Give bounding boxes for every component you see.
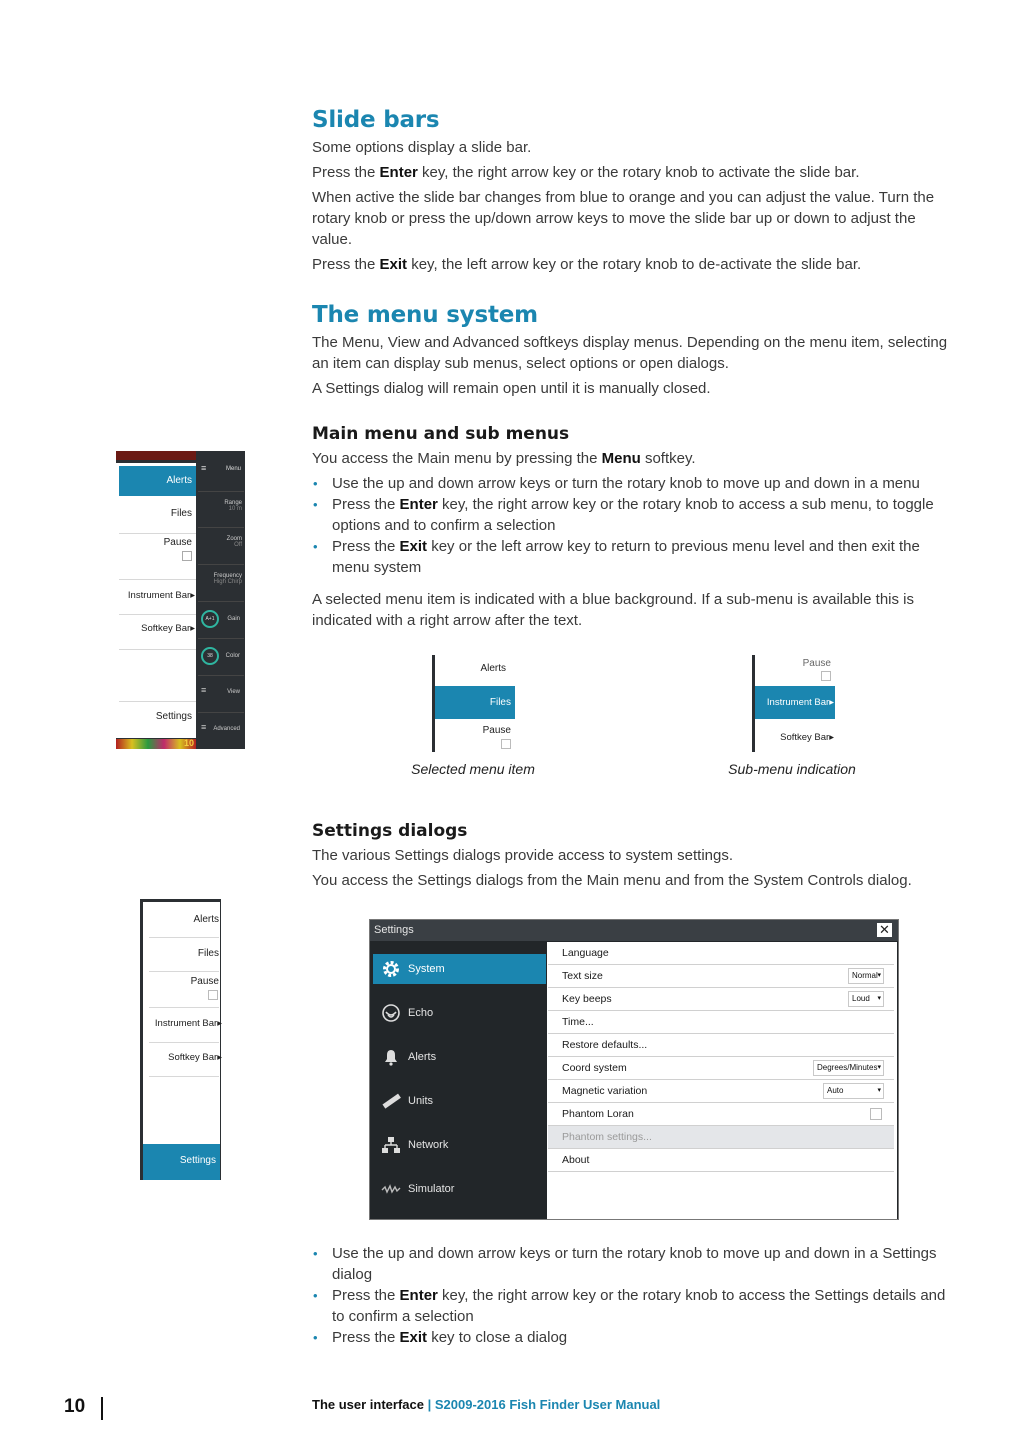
row-restore-defaults[interactable]: Restore defaults... bbox=[548, 1034, 894, 1057]
softkey-bar bbox=[196, 451, 245, 749]
softkey-zoom[interactable]: Zoom Off bbox=[198, 527, 244, 562]
menu-item-instrument-bar[interactable]: Instrument Bar▸ bbox=[119, 580, 196, 615]
pause-checkbox[interactable] bbox=[501, 739, 511, 749]
text-size-select[interactable]: Normal ▾ bbox=[848, 968, 884, 984]
slide-bars-p3: When active the slide bar changes from blue to orange and you can adjust the value. Turn the rotary knob or press the up/down arrow keys to move the slide bar up or down to adjust the value. bbox=[312, 189, 935, 248]
hamburger-icon: ≡ bbox=[201, 685, 207, 695]
nav-item-network[interactable]: Network bbox=[373, 1130, 546, 1160]
main-menu-screenshot bbox=[116, 451, 245, 749]
slide-bars-p1: Some options display a slide bar. bbox=[312, 139, 532, 156]
simulator-icon bbox=[381, 1179, 401, 1199]
row-language[interactable]: Language bbox=[548, 942, 894, 965]
nav-item-simulator[interactable]: Simulator bbox=[373, 1174, 546, 1204]
settings-dialogs-heading: Settings dialogs bbox=[312, 821, 468, 841]
gain-dial: A+1 bbox=[201, 610, 219, 628]
hamburger-icon: ≡ bbox=[201, 722, 207, 732]
row-magnetic-variation[interactable]: Magnetic variation Auto ▾ bbox=[548, 1080, 894, 1103]
menu-item-alerts[interactable]: Alerts bbox=[149, 902, 219, 938]
softkey-gain[interactable]: A+1 Gain bbox=[198, 601, 244, 636]
settings-dialogs-p2: You access the Settings dialogs from the Main menu and from the System Controls dialog. bbox=[312, 872, 912, 889]
sonar-corner-value: 10 bbox=[184, 738, 195, 748]
list-item: • Use the up and down arrow keys or turn the rotary knob to move up and down in a Settings dialog bbox=[312, 1243, 954, 1285]
row-about[interactable]: About bbox=[548, 1149, 894, 1172]
menu-system-section bbox=[312, 302, 954, 399]
footer-section: The user interface bbox=[312, 1397, 424, 1412]
selected-item-caption: Selected menu item bbox=[411, 761, 535, 777]
menu-item-pause[interactable]: Pause bbox=[755, 655, 835, 686]
menu-item-pause[interactable]: Pause bbox=[435, 719, 515, 752]
network-icon bbox=[381, 1135, 401, 1155]
list-item: • Press the Exit key or the left arrow key to return to previous menu level and then exit the menu system bbox=[312, 536, 954, 578]
main-menu-intro: You access the Main menu by pressing the Menu softkey. bbox=[312, 450, 696, 467]
slide-bars-p2: Press the Enter key, the right arrow key or the rotary knob to activate the slide bar. bbox=[312, 164, 860, 181]
echo-icon bbox=[381, 1003, 401, 1023]
softkey-color[interactable]: 38 Color bbox=[198, 638, 244, 673]
list-item: • Press the Enter key, the right arrow key or the rotary knob to access the Settings details and to confirm a selection bbox=[312, 1285, 954, 1327]
settings-bullets bbox=[312, 1243, 954, 1348]
dialog-titlebar bbox=[370, 920, 898, 941]
footer-manual: | S2009-2016 Fish Finder User Manual bbox=[427, 1397, 661, 1412]
selected-item-example bbox=[432, 655, 515, 752]
list-item: • Use the up and down arrow keys or turn the rotary knob to move up and down in a menu bbox=[312, 473, 954, 494]
sonar-strip-top bbox=[116, 451, 196, 460]
pause-checkbox[interactable] bbox=[182, 551, 192, 561]
menu-item-pause[interactable]: Pause bbox=[119, 534, 196, 580]
menu-system-p1: The Menu, View and Advanced softkeys display menus. Depending on the menu item, selecting an item can display sub menus, select options or open dialogs. bbox=[312, 334, 948, 372]
softkey-advanced[interactable]: ≡ Advanced bbox=[198, 712, 244, 747]
submenu-example bbox=[752, 655, 835, 752]
nav-item-system[interactable]: System bbox=[373, 954, 546, 984]
row-text-size[interactable]: Text size Normal ▾ bbox=[548, 965, 894, 988]
nav-item-units[interactable]: Units bbox=[373, 1086, 546, 1116]
main-menu-list bbox=[116, 463, 196, 738]
magnetic-variation-select[interactable]: Auto ▾ bbox=[823, 1083, 884, 1099]
menu-item-files[interactable]: Files bbox=[119, 496, 196, 534]
menu-item-files-selected[interactable]: Files bbox=[435, 686, 515, 719]
settings-rows bbox=[547, 942, 897, 1219]
menu-item-instrument-bar[interactable]: Instrument Bar▸ bbox=[149, 1008, 219, 1043]
side-menu-screenshot bbox=[140, 899, 221, 1180]
pause-checkbox[interactable] bbox=[208, 990, 218, 1000]
menu-system-heading: The menu system bbox=[312, 302, 538, 328]
coord-system-select[interactable]: Degrees/Minutes ▾ bbox=[813, 1060, 884, 1076]
footer-divider bbox=[101, 1397, 103, 1420]
menu-item-settings-selected[interactable]: Settings bbox=[143, 1144, 220, 1180]
softkey-frequency[interactable]: Frequency High Chirp bbox=[198, 564, 244, 599]
close-icon[interactable]: ✕ bbox=[877, 923, 892, 937]
main-menu-section bbox=[312, 424, 954, 631]
menu-item-softkey-bar[interactable]: Softkey Bar▸ bbox=[780, 732, 834, 743]
menu-item-softkey-bar[interactable]: Softkey Bar▸ bbox=[119, 615, 196, 650]
menu-item-alerts[interactable]: Alerts bbox=[119, 466, 196, 496]
softkey-range[interactable]: Range 10 m bbox=[198, 491, 244, 526]
row-phantom-loran[interactable]: Phantom Loran bbox=[548, 1103, 894, 1126]
settings-dialog bbox=[369, 919, 899, 1220]
list-item: • Press the Exit key to close a dialog bbox=[312, 1327, 954, 1348]
pause-checkbox[interactable] bbox=[821, 671, 831, 681]
ruler-icon bbox=[381, 1091, 401, 1111]
main-menu-heading: Main menu and sub menus bbox=[312, 424, 570, 444]
settings-bullets-section bbox=[312, 1243, 954, 1348]
softkey-view[interactable]: ≡ View bbox=[198, 675, 244, 710]
menu-item-softkey-bar[interactable]: Softkey Bar▸ bbox=[149, 1043, 219, 1077]
submenu-caption: Sub-menu indication bbox=[728, 761, 856, 777]
nav-item-alerts[interactable]: Alerts bbox=[373, 1042, 546, 1072]
main-menu-bullets bbox=[312, 473, 954, 578]
list-item: • Press the Enter key, the right arrow key or the rotary knob to access a sub menu, to toggle options and to confirm a selection bbox=[312, 494, 954, 536]
menu-item-instrument-bar-selected[interactable]: Instrument Bar▸ bbox=[755, 686, 835, 719]
slide-bars-section bbox=[312, 107, 954, 275]
menu-system-p2: A Settings dialog will remain open until it is manually closed. bbox=[312, 380, 711, 397]
slide-bars-heading: Slide bars bbox=[312, 107, 440, 133]
color-dial: 38 bbox=[201, 647, 219, 665]
slide-bars-p4: Press the Exit key, the left arrow key or the rotary knob to de-activate the slide bar. bbox=[312, 256, 862, 273]
gear-icon bbox=[381, 959, 401, 979]
page-number: 10 bbox=[64, 1396, 86, 1417]
main-menu-note: A selected menu item is indicated with a blue background. If a sub-menu is available this is indicated with a right arrow after the text. bbox=[312, 591, 914, 629]
menu-item-alerts[interactable]: Alerts bbox=[480, 663, 506, 674]
footer-text bbox=[312, 1397, 660, 1412]
row-key-beeps[interactable]: Key beeps Loud ▾ bbox=[548, 988, 894, 1011]
dialog-title: Settings bbox=[374, 924, 414, 936]
menu-item-files[interactable]: Files bbox=[149, 938, 219, 972]
row-coord-system[interactable]: Coord system Degrees/Minutes ▾ bbox=[548, 1057, 894, 1080]
menu-item-pause[interactable]: Pause bbox=[149, 972, 219, 1008]
nav-item-echo[interactable]: Echo bbox=[373, 998, 546, 1028]
menu-item-settings[interactable]: Settings bbox=[119, 701, 196, 736]
settings-dialogs-section bbox=[312, 821, 954, 891]
bell-icon bbox=[381, 1047, 401, 1067]
hamburger-icon: ≡ bbox=[201, 463, 207, 473]
key-beeps-select[interactable]: Loud ▾ bbox=[848, 991, 884, 1007]
softkey-menu[interactable]: ≡ Menu bbox=[201, 463, 241, 473]
phantom-loran-checkbox[interactable] bbox=[870, 1108, 882, 1120]
settings-dialogs-p1: The various Settings dialogs provide access to system settings. bbox=[312, 847, 734, 864]
row-time[interactable]: Time... bbox=[548, 1011, 894, 1034]
row-phantom-settings[interactable]: Phantom settings... bbox=[548, 1126, 894, 1149]
